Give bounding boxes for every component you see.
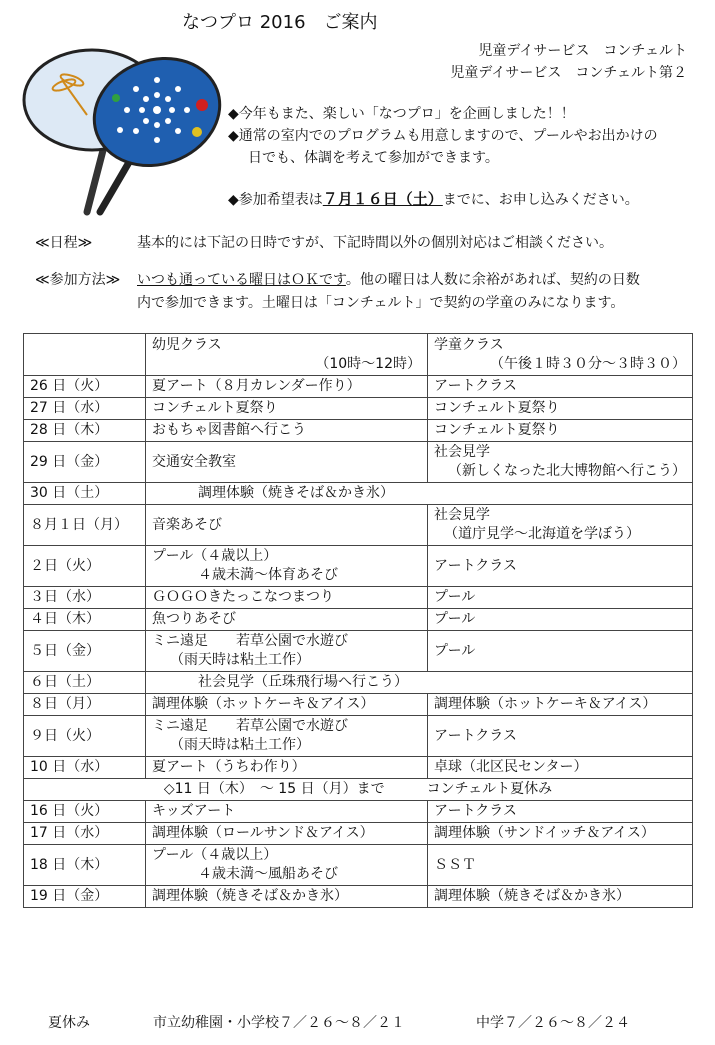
table-header-row: [24, 334, 693, 376]
table-cell: 調理体験（サンドイッチ＆アイス）: [428, 823, 693, 845]
table-cell: ８月１日（月）: [24, 505, 146, 546]
table-cell: 調理体験（ホットケーキ＆アイス）: [146, 694, 428, 716]
table-cell: ９日（火）: [24, 716, 146, 757]
page-title: なつプロ 2016 ご案内: [182, 12, 378, 33]
table-cell: 10 日（水）: [24, 757, 146, 779]
deadline-date: ７月１６日（土）: [322, 190, 443, 208]
table-cell: キッズアート: [146, 801, 428, 823]
table-cell: ４日（木）: [24, 609, 146, 631]
table-row: [24, 587, 693, 609]
table-row: [24, 757, 693, 779]
table-cell: 調理体験（ホットケーキ＆アイス）: [428, 694, 693, 716]
table-cell: ８日（月）: [24, 694, 146, 716]
table-row: [24, 631, 693, 672]
table-row: [24, 672, 693, 694]
table-cell: アートクラス: [428, 801, 693, 823]
table-cell: 29 日（金）: [24, 442, 146, 483]
table-row-holiday: [24, 779, 693, 801]
table-header-school: 学童クラス （午後１時３０分～３時３０）: [428, 334, 693, 376]
table-cell: ３日（水）: [24, 587, 146, 609]
bullet-line-3: 日でも、体調を考えて参加ができます。: [248, 150, 499, 166]
method-line-1: [137, 269, 640, 289]
deadline-suffix: までに、お申し込みください。: [442, 192, 639, 208]
table-cell: 27 日（水）: [24, 398, 146, 420]
organization-name-1: 児童デイサービス コンチェルト: [478, 43, 687, 59]
table-cell: ◇11 日（木） ～ 15 日（月）まで コンチェルト夏休み: [24, 779, 693, 801]
table-row: [24, 694, 693, 716]
table-header-kinder: 幼児クラス （10時～12時）: [146, 334, 428, 376]
uchiwa-fans-icon: [12, 40, 227, 220]
table-row: [24, 886, 693, 908]
table-cell: 26 日（火）: [24, 376, 146, 398]
table-cell: 調理体験（焼きそば＆かき氷）: [146, 886, 428, 908]
table-row: [24, 546, 693, 587]
table-row: [24, 442, 693, 483]
table-row: [24, 609, 693, 631]
table-cell: 18 日（木）: [24, 845, 146, 886]
method-underlined: いつも通っている曜日はＯＫです: [137, 272, 346, 288]
table-cell: 28 日（木）: [24, 420, 146, 442]
table-cell: 夏アート（うちわ作り）: [146, 757, 428, 779]
table-cell: おもちゃ図書館へ行こう: [146, 420, 428, 442]
table-cell: 社会見学 （新しくなった北大博物館へ行こう）: [428, 442, 693, 483]
schedule-label: ≪日程≫: [35, 235, 93, 251]
table-cell: アートクラス: [428, 376, 693, 398]
table-row: [24, 823, 693, 845]
table-cell: 16 日（火）: [24, 801, 146, 823]
table-cell: 調理体験（ロールサンド＆アイス）: [146, 823, 428, 845]
table-cell: 17 日（水）: [24, 823, 146, 845]
footer-label: 夏休み: [48, 1015, 90, 1031]
method-line-2: 内で参加できます。土曜日は「コンチェルト」で契約の学童のみになります。: [137, 295, 625, 311]
table-cell: ＧＯＧＯきたっこなつまつり: [146, 587, 428, 609]
table-cell: アートクラス: [428, 716, 693, 757]
table-row: [24, 483, 693, 505]
table-cell: ミニ遠足 若草公園で水遊び （雨天時は粘土工作）: [146, 631, 428, 672]
footer-school-dates: 市立幼稚園・小学校７／２６～８／２１: [153, 1015, 405, 1031]
table-row: [24, 801, 693, 823]
bullet-line-1: ◆今年もまた、楽しい「なつプロ」を企画しました！！: [228, 106, 575, 122]
bullet-line-2: ◆通常の室内でのプログラムも用意しますので、プールやお出かけの: [228, 128, 658, 144]
table-cell: 調理体験（焼きそば＆かき氷）: [146, 483, 693, 505]
schedule-text: 基本的には下記の日時ですが、下記時間以外の個別対応はご相談ください。: [137, 235, 613, 251]
table-cell: コンチェルト夏祭り: [428, 420, 693, 442]
table-row: [24, 398, 693, 420]
table-cell: プール: [428, 609, 693, 631]
table-cell: ５日（金）: [24, 631, 146, 672]
schedule-table: [23, 333, 693, 908]
table-cell: [24, 334, 146, 376]
footer-junior-dates: 中学７／２６～８／２４: [476, 1015, 630, 1031]
table-cell: ＳＳＴ: [428, 845, 693, 886]
table-cell: 魚つりあそび: [146, 609, 428, 631]
deadline-prefix: ◆参加希望表は: [228, 192, 323, 208]
organization-name-2: 児童デイサービス コンチェルト第２: [450, 65, 687, 81]
table-cell: プール: [428, 587, 693, 609]
table-cell: アートクラス: [428, 546, 693, 587]
table-cell: コンチェルト夏祭り: [146, 398, 428, 420]
table-cell: 社会見学（丘珠飛行場へ行こう）: [146, 672, 693, 694]
table-cell: 交通安全教室: [146, 442, 428, 483]
table-cell: ミニ遠足 若草公園で水遊び （雨天時は粘土工作）: [146, 716, 428, 757]
table-cell: コンチェルト夏祭り: [428, 398, 693, 420]
table-row: [24, 505, 693, 546]
table-cell: 社会見学 （道庁見学～北海道を学ぼう）: [428, 505, 693, 546]
table-row: [24, 376, 693, 398]
table-cell: 30 日（土）: [24, 483, 146, 505]
table-cell: ６日（土）: [24, 672, 146, 694]
table-row: [24, 845, 693, 886]
table-cell: 夏アート（８月カレンダー作り）: [146, 376, 428, 398]
table-cell: 卓球（北区民センター）: [428, 757, 693, 779]
table-row: [24, 716, 693, 757]
method-rest: 。他の曜日は人数に余裕があれば、契約の日数: [345, 272, 640, 288]
table-cell: 音楽あそび: [146, 505, 428, 546]
table-cell: プール: [428, 631, 693, 672]
method-label: ≪参加方法≫: [35, 272, 121, 288]
table-row: [24, 420, 693, 442]
table-cell: プール（４歳以上） ４歳未満～風船あそび: [146, 845, 428, 886]
bullet-deadline: [228, 188, 639, 209]
table-cell: 19 日（金）: [24, 886, 146, 908]
table-cell: ２日（火）: [24, 546, 146, 587]
table-cell: 調理体験（焼きそば＆かき氷）: [428, 886, 693, 908]
table-cell: プール（４歳以上） ４歳未満～体育あそび: [146, 546, 428, 587]
